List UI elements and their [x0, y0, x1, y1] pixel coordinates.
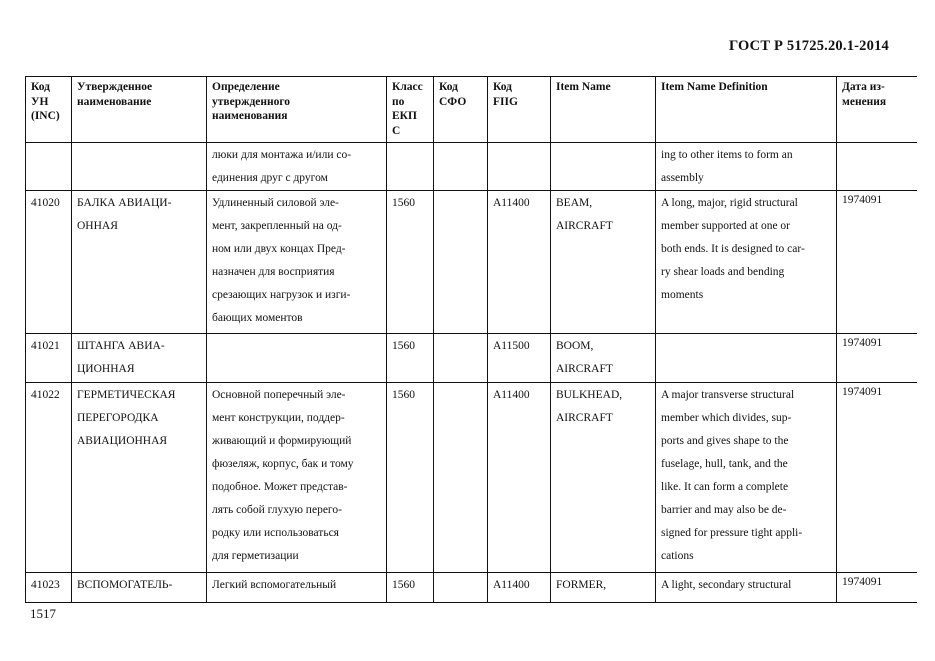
cell-sfo-code	[434, 143, 488, 191]
cell-sfo-code	[434, 573, 488, 604]
cell-ekps-class: 1560	[387, 383, 434, 573]
page-number: 1517	[30, 606, 56, 621]
cell-item-name	[551, 143, 656, 191]
column-header-ekps-class: Класс по ЕКП С	[387, 77, 434, 143]
cell-ekps-class	[387, 143, 434, 191]
cell-name-definition: Основной поперечный эле- мент конструкции, поддер- живающий и формирующий фюзеляж, корпус, бак и тому подобное. Может представ- лять собой глухую перего- родку или использоваться для герметизации	[207, 383, 387, 573]
cell-change-date: 1974091	[837, 191, 918, 334]
cell-approved-name: ВСПОМОГАТЕЛЬ-	[72, 573, 207, 604]
cell-fiig-code	[488, 143, 551, 191]
cell-item-name: FORMER,	[551, 573, 656, 604]
cell-name-definition: Легкий вспомогательный	[207, 573, 387, 604]
definitions-table	[25, 76, 917, 603]
cell-inc-code: 41023	[26, 573, 72, 604]
cell-ekps-class: 1560	[387, 334, 434, 383]
cell-fiig-code: A11400	[488, 383, 551, 573]
cell-sfo-code	[434, 334, 488, 383]
column-header-name-definition: Определение утвержденного наименования	[207, 77, 387, 143]
cell-approved-name: ГЕРМЕТИЧЕСКАЯ ПЕРЕГОРОДКА АВИАЦИОННАЯ	[72, 383, 207, 573]
cell-change-date: 1974091	[837, 334, 918, 383]
table-row	[26, 191, 918, 334]
table-row	[26, 334, 918, 383]
cell-change-date	[837, 143, 918, 191]
cell-change-date: 1974091	[837, 573, 918, 604]
cell-item-name-definition: A major transverse structural member which divides, sup- ports and gives shape to the fuselage, hull, tank, and the like. It can form a complete barrier and may also be de- signed for pressure tight appli- cations	[656, 383, 837, 573]
column-header-item-name-definition: Item Name Definition	[656, 77, 837, 143]
column-header-inc-code: Код УН (INC)	[26, 77, 72, 143]
cell-approved-name	[72, 143, 207, 191]
cell-item-name-definition	[656, 334, 837, 383]
cell-inc-code	[26, 143, 72, 191]
cell-ekps-class: 1560	[387, 573, 434, 604]
cell-approved-name: ШТАНГА АВИА- ЦИОННАЯ	[72, 334, 207, 383]
cell-approved-name: БАЛКА АВИАЦИ- ОННАЯ	[72, 191, 207, 334]
table-row	[26, 143, 918, 191]
cell-name-definition: Удлиненный силовой эле- мент, закрепленный на од- ном или двух концах Пред- назначен для восприятия срезающих нагрузок и изги- бающих моментов	[207, 191, 387, 334]
cell-item-name: BEAM, AIRCRAFT	[551, 191, 656, 334]
cell-fiig-code: A11400	[488, 191, 551, 334]
cell-item-name: BOOM, AIRCRAFT	[551, 334, 656, 383]
table-row	[26, 573, 918, 604]
cell-sfo-code	[434, 191, 488, 334]
cell-change-date: 1974091	[837, 383, 918, 573]
table-header-row	[26, 77, 918, 143]
column-header-sfo-code: Код СФО	[434, 77, 488, 143]
cell-item-name: BULKHEAD, AIRCRAFT	[551, 383, 656, 573]
cell-inc-code: 41022	[26, 383, 72, 573]
column-header-item-name: Item Name	[551, 77, 656, 143]
table-row	[26, 383, 918, 573]
cell-item-name-definition: A long, major, rigid structural member supported at one or both ends. It is designed to car- ry shear loads and bending moments	[656, 191, 837, 334]
cell-item-name-definition: ing to other items to form an assembly	[656, 143, 837, 191]
cell-name-definition	[207, 334, 387, 383]
cell-inc-code: 41021	[26, 334, 72, 383]
cell-fiig-code: A11500	[488, 334, 551, 383]
cell-fiig-code: A11400	[488, 573, 551, 604]
column-header-change-date: Дата из- менения	[837, 77, 918, 143]
cell-name-definition: люки для монтажа и/или со- единения друг с другом	[207, 143, 387, 191]
cell-ekps-class: 1560	[387, 191, 434, 334]
cell-item-name-definition: A light, secondary structural	[656, 573, 837, 604]
cell-inc-code: 41020	[26, 191, 72, 334]
cell-sfo-code	[434, 383, 488, 573]
definitions-table-container	[25, 76, 917, 603]
document-code: ГОСТ Р 51725.20.1-2014	[728, 38, 889, 54]
column-header-fiig-code: Код FIIG	[488, 77, 551, 143]
column-header-approved-name: Утвержденное наименование	[72, 77, 207, 143]
